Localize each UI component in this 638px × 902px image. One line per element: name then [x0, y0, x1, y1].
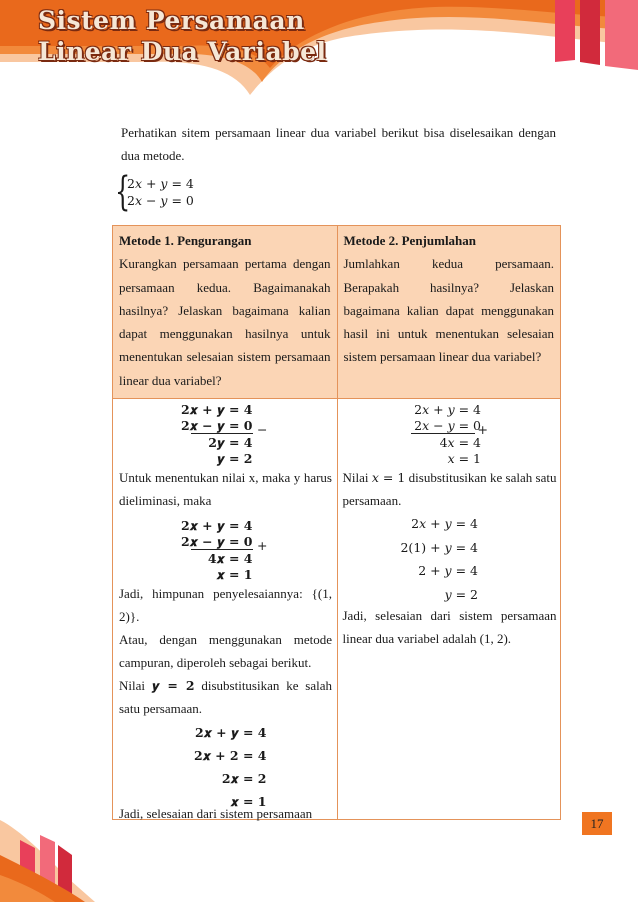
m1-calc1-line2: 2𝒙 − 𝒚 = 𝟎 — [181, 418, 253, 434]
m2-calc1-operator: + — [477, 422, 488, 438]
method2-header-cell — [337, 226, 561, 399]
m2-calc1-line4: 𝑥 = 1 — [447, 451, 481, 467]
m1-calc2-line1: 2𝒙 + 𝒚 = 𝟒 — [181, 518, 253, 534]
m1-calc2-rule — [191, 549, 253, 550]
m2-calc2-line2: 2(1) + 𝑦 = 4 — [400, 540, 478, 556]
m2-conclusion: Jadi, selesaian dari sistem persamaan linear dua variabel adalah (1, 2). — [342, 608, 557, 647]
m1-calc2-line2: 2𝒙 − 𝒚 = 𝟎 — [181, 534, 253, 550]
m2-calc1-line2: 2𝑥 − 𝑦 = 0 — [414, 418, 481, 434]
methods-table — [112, 225, 561, 820]
m2-calc2-line4: 𝑦 = 2 — [444, 587, 478, 603]
m1-calc2-line3: 4𝒙 = 𝟒 — [207, 551, 253, 567]
method1-title: Metode 1. Pengurangan — [119, 233, 252, 248]
m1-calc3-line2: 2𝒙 + 𝟐 = 𝟒 — [194, 748, 267, 764]
intro-paragraph: Perhatikan sitem persamaan linear dua variabel berikut bisa diselesaikan dengan dua metode. — [121, 125, 556, 163]
method2-question: Jumlahkan kedua persamaan. Berapakah hasilnya? Jelaskan bagaimana kalian dapat menggunakan hasil ini untuk menentukan selesaian sistem persamaan linear dua variabel? — [343, 256, 554, 365]
m1-calc3-line3: 2𝒙 = 𝟐 — [221, 771, 267, 787]
m1-calc1-line1: 2𝒙 + 𝒚 = 𝟒 — [181, 402, 253, 418]
m1-calc2-operator: + — [257, 538, 268, 554]
m2-subst-prefix: Nilai — [342, 470, 369, 486]
page-title-line1: Sistem Persamaan — [38, 6, 305, 35]
m1-calc1-rule — [191, 433, 253, 434]
m1-subst-text — [119, 674, 332, 720]
m1-calc3-line1: 2𝒙 + 𝒚 = 𝟒 — [195, 725, 267, 741]
m1-calc1-line3: 2𝒚 = 𝟒 — [208, 435, 253, 451]
footer-decoration — [0, 800, 110, 902]
m1-calc2-line4: 𝒙 = 𝟏 — [216, 567, 253, 583]
brace-symbol: { — [115, 169, 131, 215]
m1-subst-var: 𝒚 = 𝟐 — [151, 678, 195, 694]
method1-solution-cell — [113, 399, 338, 820]
page-number: 17 — [582, 812, 612, 835]
m1-calc3-line4: 𝒙 = 𝟏 — [230, 794, 267, 810]
m1-subst-prefix: Nilai — [119, 678, 145, 694]
m1-calc1-operator: − — [257, 422, 268, 438]
m2-calc2-line3: 2 + 𝑦 = 4 — [418, 563, 478, 579]
method1-question: Kurangkan persamaan pertama dengan persamaan kedua. Bagaimanakah hasilnya? Jelaskan bagaimana kalian dapat menggunakan hasilnya untuk menentukan selesaian sistem persamaan linear dua variabel? — [119, 256, 331, 388]
system-equation-2: 2𝑥 − 𝑦 = 0 — [127, 193, 194, 208]
m2-calc2-line1: 2𝑥 + 𝑦 = 4 — [411, 516, 478, 532]
method2-title: Metode 2. Penjumlahan — [343, 233, 477, 248]
m1-subst-suffix: disubstitusikan ke salah satu persamaan. — [119, 678, 332, 717]
m2-calc1-rule — [411, 433, 475, 434]
m2-subst-var: 𝑥 = 1 — [371, 470, 406, 486]
m2-subst-text — [343, 466, 557, 512]
method2-solution-cell — [337, 399, 561, 820]
method1-header-cell — [113, 226, 338, 399]
m1-text-end: Jadi, selesaian dari sistem persamaan — [119, 806, 313, 822]
page-title-line2: Linear Dua Variabel — [38, 37, 327, 66]
m1-text1: Untuk menentukan nilai x, maka y harus dieliminasi, maka — [119, 470, 332, 509]
system-equation-1: 2𝑥 + 𝑦 = 4 — [127, 176, 194, 191]
m1-calc1-line4: 𝒚 = 𝟐 — [216, 451, 253, 467]
m2-calc1-line1: 2𝑥 + 𝑦 = 4 — [414, 402, 481, 418]
m1-text2b: Atau, dengan menggunakan metode campuran, diperoleh sebagai berikut. — [119, 632, 332, 671]
m2-calc1-line3: 4𝑥 = 4 — [439, 435, 481, 451]
m2-subst-suffix: disubstitusikan ke salah satu persamaan. — [342, 470, 557, 509]
m1-text2a: Jadi, himpunan penyelesaiannya: {(1, 2)}. — [119, 586, 332, 625]
